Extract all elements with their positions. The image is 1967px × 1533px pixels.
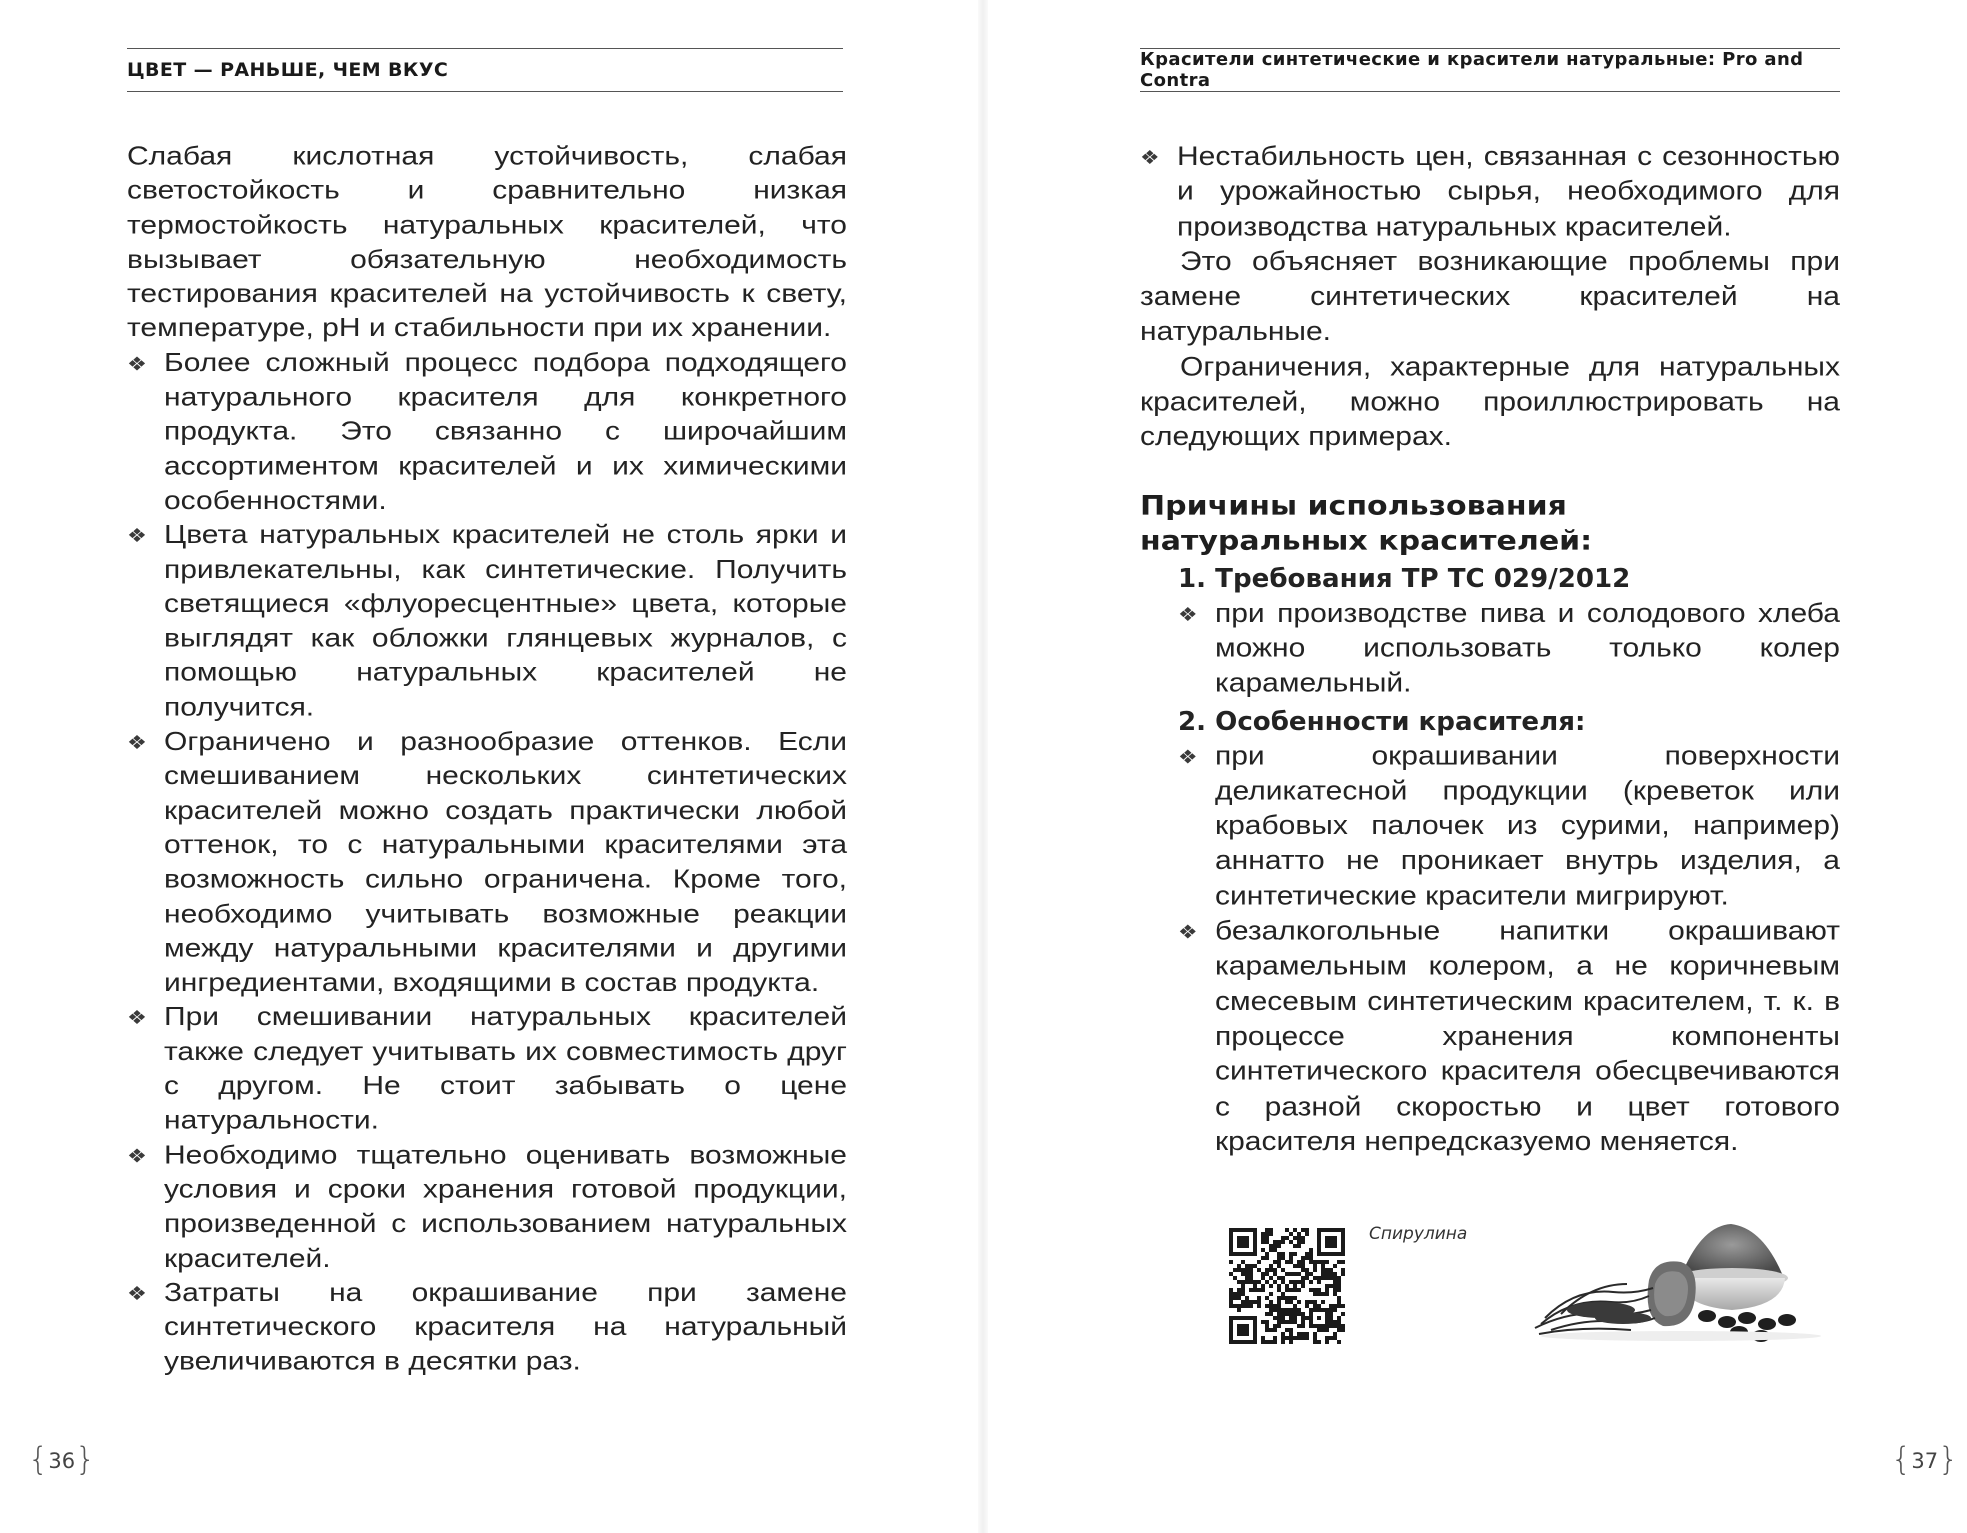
list-item: ❖ Более сложный процесс подбора подходящего натурального красителя для конкретного продукта. Это связанно с широчайшим ассортиментом красителей и их химическими особенностями. xyxy=(127,348,847,515)
paragraph: Это объясняет возникающие проблемы при замене синтетических красителей на натуральные. xyxy=(1140,246,1840,347)
section-heading: Причины использования натуральных красителей: xyxy=(1140,490,1593,557)
diamond-bullet-icon: ❖ xyxy=(1178,602,1198,626)
diamond-bullet-icon: ❖ xyxy=(127,1282,147,1305)
figure-caption: Спирулина xyxy=(1369,1224,1468,1244)
qr-code[interactable] xyxy=(1229,1228,1345,1344)
diamond-bullet-icon: ❖ xyxy=(127,524,147,547)
right-page xyxy=(983,0,1967,1533)
list-item: ❖ безалкогольные напитки окрашивают карамельным колером, а не коричневым смесевым синтетическим красителем, т. к. в процессе хранения компоненты синтетического красителя обесцвечиваются с разной скоростью и цвет готового красителя непредсказуемо меняется. xyxy=(1178,916,1840,1157)
list-item: ❖ Необходимо тщательно оценивать возможные условия и сроки хранения готовой продукции, произведенной с использованием натуральных красителей. xyxy=(127,1140,847,1273)
item-1-bullet-list xyxy=(1178,596,1840,701)
spirulina-image xyxy=(1531,1218,1831,1343)
paragraph: Ограничения, характерные для натуральных красителей, можно проиллюстрировать на следующих примерах. xyxy=(1140,352,1840,452)
page-number-left: {36} xyxy=(28,1440,96,1478)
running-head-right: Красители синтетические и красители натуральные: Pro and Contra xyxy=(1140,48,1840,92)
list-item: ❖ Ограничено и разнообразие оттенков. Если смешиванием нескольких синтетических красителей можно создать практически любой оттенок, то с натуральными красителями эта возможность сильно ограничена. Кроме того, необходимо учитывать возможные реакции между натуральными красителями и другими ингредиентами, входящими в состав продукта. xyxy=(127,727,847,998)
item-2-bullet-list xyxy=(1178,738,1840,1159)
list-item: ❖ Цвета натуральных красителей не столь ярки и привлекательны, как синтетические. Получить светящиеся «флуоресцентные» цвета, которые выглядят как обложки глянцевых журналов, с помощью натуральных красителей не получится. xyxy=(127,520,847,722)
right-top-bullet-list xyxy=(1140,139,1840,244)
diamond-bullet-icon: ❖ xyxy=(127,1144,147,1167)
numbered-item-1-title: 1. Требования ТР ТС 029/2012 xyxy=(1178,562,1631,593)
diamond-bullet-icon: ❖ xyxy=(1140,146,1160,169)
left-page xyxy=(0,0,983,1533)
diamond-bullet-icon: ❖ xyxy=(127,352,147,375)
diamond-bullet-icon: ❖ xyxy=(127,731,147,754)
page-number-right: {37} xyxy=(1891,1440,1959,1478)
running-head-left: ЦВЕТ — РАНЬШЕ, ЧЕМ ВКУС xyxy=(127,48,843,92)
left-bullet-list xyxy=(127,346,847,1379)
list-item: ❖ при окрашивании поверхности деликатесной продукции (креветок или крабовых палочек из сурими, например) аннатто не проникает внутрь изделия, а синтетические красители мигрируют. xyxy=(1178,740,1840,911)
diamond-bullet-icon: ❖ xyxy=(1178,920,1198,944)
diamond-bullet-icon: ❖ xyxy=(1178,745,1198,768)
left-page-text xyxy=(127,139,847,1379)
diamond-bullet-icon: ❖ xyxy=(127,1006,147,1029)
list-item: ❖ При смешивании натуральных красителей также следует учитывать их совместимость друг с другом. Не стоит забывать о цене натуральности. xyxy=(127,1002,847,1135)
list-item: ❖ при производстве пива и солодового хлеба можно использовать только колер карамельный. xyxy=(1178,598,1840,698)
list-item: ❖ Нестабильность цен, связанная с сезонностью и урожайностью сырья, необходимого для производства натуральных красителей. xyxy=(1140,141,1840,242)
right-page-text xyxy=(1140,139,1840,1159)
numbered-item-2-title: 2. Особенности красителя: xyxy=(1178,705,1586,736)
list-item: ❖ Затраты на окрашивание при замене синтетического красителя на натуральный увеличиваются в десятки раз. xyxy=(127,1278,847,1376)
intro-paragraph: Слабая кислотная устойчивость, слабая светостойкость и сравнительно низкая термостойкость натуральных красителей, что вызывает обязательную необходимость тестирования красителей на устойчивость к свету, температуре, pH и стабильности при их хранении. xyxy=(127,141,847,343)
